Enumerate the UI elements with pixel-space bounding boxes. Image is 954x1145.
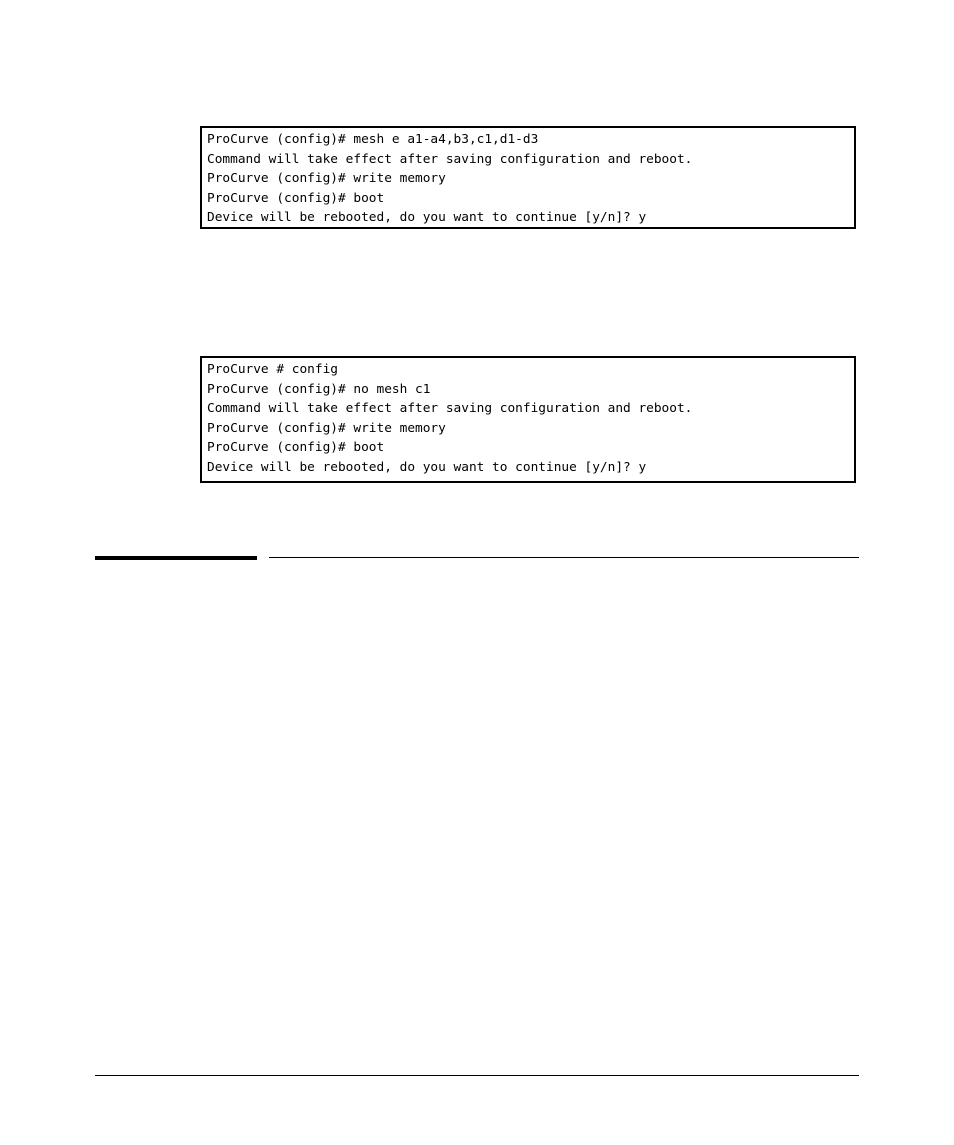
cli-line: ProCurve (config)# boot [207, 190, 385, 206]
cli-line: ProCurve (config)# boot [207, 440, 385, 456]
cli-line: ProCurve (config)# no mesh c1 [207, 381, 431, 397]
cli-line: Command will take effect after saving configuration and reboot. [207, 151, 693, 167]
cli-line: ProCurve (config)# mesh e a1-a4,b3,c1,d1-d3 [207, 132, 539, 147]
cli-line: Device will be rebooted, do you want to continue [y/n]? y [207, 210, 647, 226]
cli-line: ProCurve (config)# write memory [207, 420, 446, 436]
cli-line: Device will be rebooted, do you want to continue [y/n]? y [207, 459, 647, 475]
cli-example-mesh-disable [200, 356, 856, 483]
cli-line: Command will take effect after saving configuration and reboot. [207, 401, 693, 417]
cli-example-mesh-enable [200, 126, 856, 229]
section-rule-thin [269, 557, 859, 558]
cli-line: ProCurve # config [207, 362, 338, 377]
cli-line: ProCurve (config)# write memory [207, 171, 446, 187]
section-rule-thick [95, 556, 257, 560]
footer-rule [95, 1075, 859, 1076]
